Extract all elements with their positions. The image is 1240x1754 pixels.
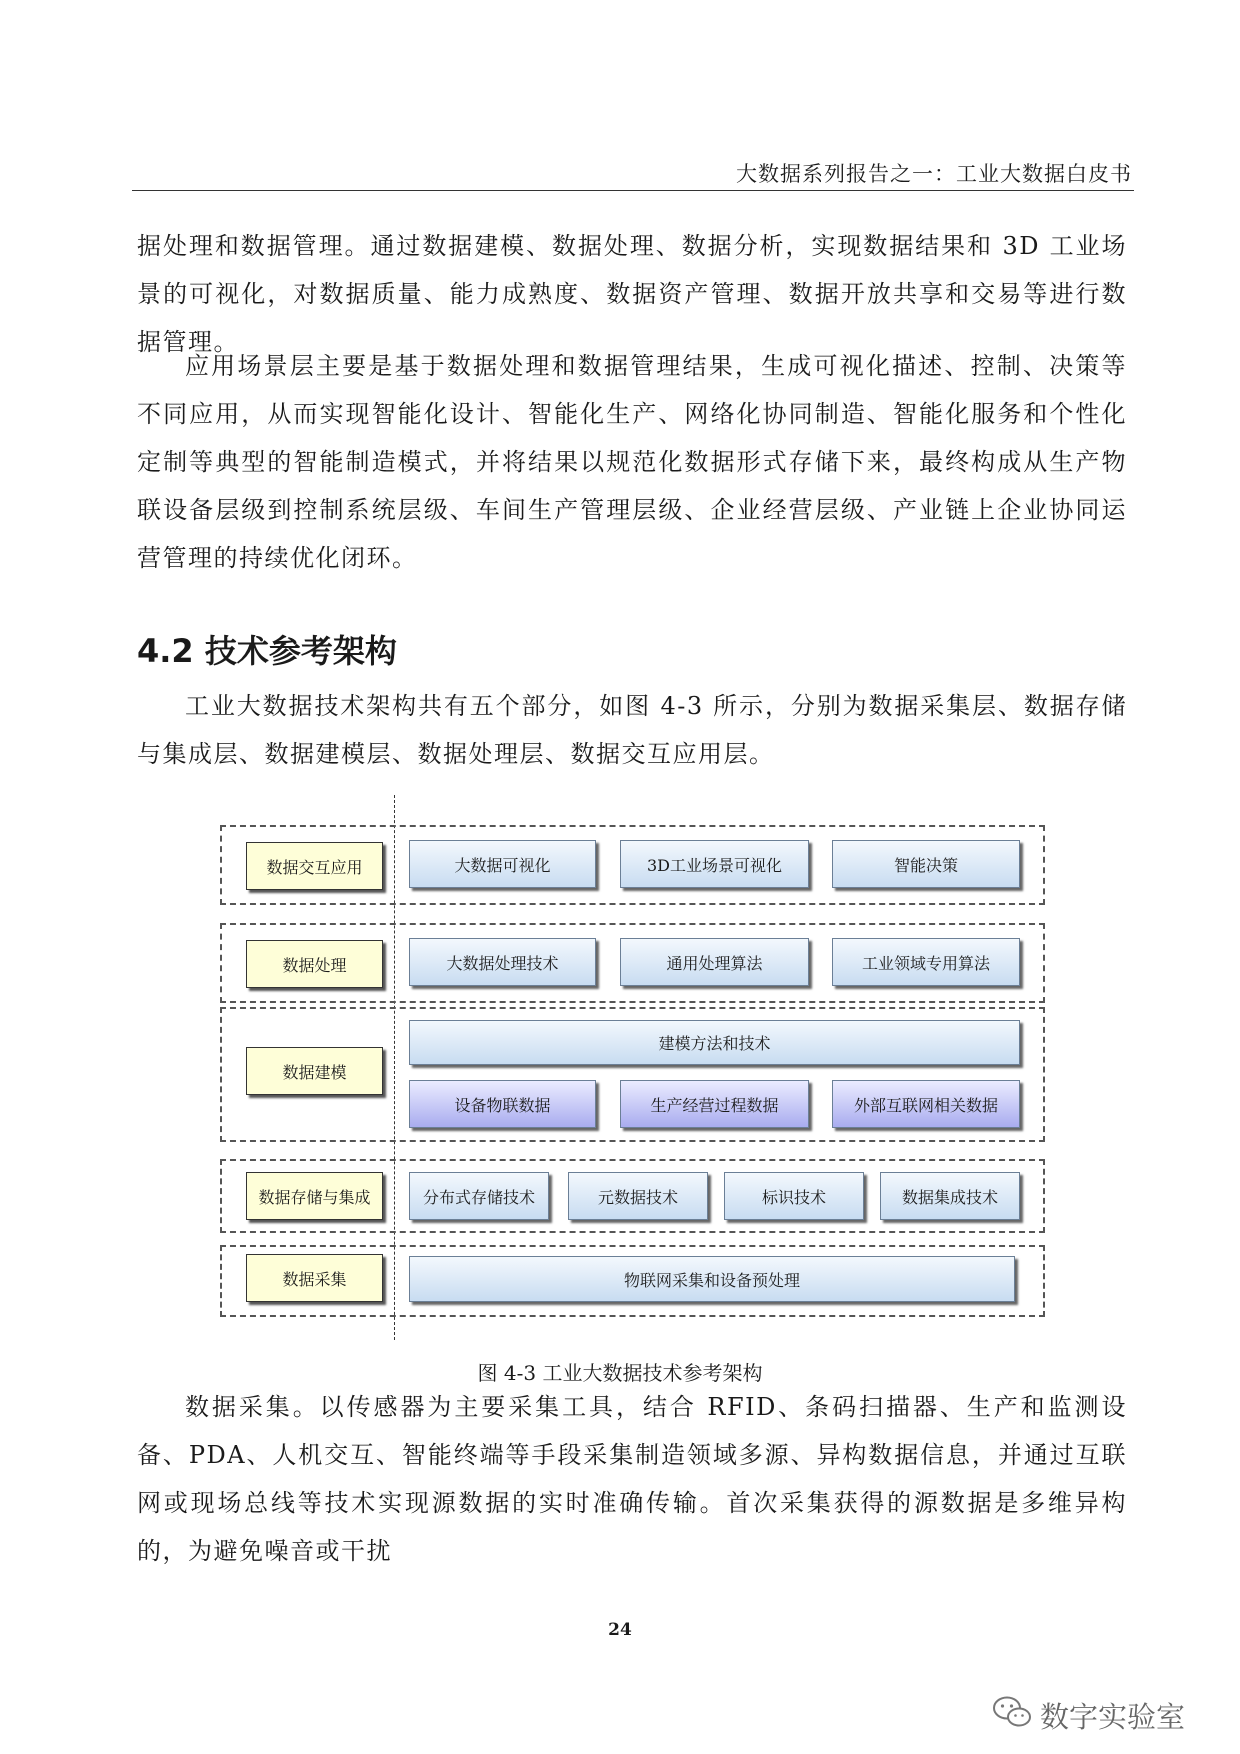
running-header: 大数据系列报告之一：工业大数据白皮书 [736,162,1132,186]
body-paragraph-1: 据处理和数据管理。通过数据建模、数据处理、数据分析，实现数据结果和 3D 工业场景的可视化，对数据质量、能力成熟度、数据资产管理、数据开放共享和交易等进行数据管理。 [137,232,1127,356]
box-general-algorithms: 通用处理算法 [620,938,809,986]
box-modeling-methods: 建模方法和技术 [409,1020,1020,1065]
box-metadata: 元数据技术 [568,1172,708,1220]
layer-label-interaction: 数据交互应用 [246,842,383,890]
layer-label-storage: 数据存储与集成 [246,1172,383,1220]
watermark [992,1695,1185,1736]
header-rule [132,190,1134,191]
watermark-text: 数字实验室 [1040,1700,1186,1734]
box-domain-algorithms: 工业领域专用算法 [832,938,1020,986]
layer-label-acquisition: 数据采集 [246,1254,383,1302]
box-iot-acquisition: 物联网采集和设备预处理 [409,1256,1015,1302]
section-heading: 4.2 技术参考架构 [137,632,397,670]
box-external-internet-data: 外部互联网相关数据 [832,1080,1020,1128]
box-big-data-visualization: 大数据可视化 [409,840,596,888]
box-identification: 标识技术 [724,1172,864,1220]
box-big-data-processing: 大数据处理技术 [409,938,596,986]
wechat-icon [992,1695,1032,1736]
layer-label-processing: 数据处理 [246,940,383,988]
box-3d-scene-visualization: 3D工业场景可视化 [620,840,809,888]
figure-caption: 图 4-3 工业大数据技术参考架构 [477,1361,763,1385]
box-device-iot-data: 设备物联数据 [409,1080,596,1128]
box-production-process-data: 生产经营过程数据 [620,1080,809,1128]
page-number: 24 [608,1620,632,1640]
intro-paragraph: 工业大数据技术架构共有五个部分，如图 4-3 所示，分别为数据采集层、数据存储与集成层、数据建模层、数据处理层、数据交互应用层。 [137,692,1127,768]
body-paragraph-2: 应用场景层主要是基于数据处理和数据管理结果，生成可视化描述、控制、决策等不同应用，从而实现智能化设计、智能化生产、网络化协同制造、智能化服务和个性化定制等典型的智能制造模式，并将结果以规范化数据形式存储下来，最终构成从生产物联设备层级到控制系统层级、车间生产管理层级、企业经营层级、产业链上企业协同运营管理的持续优化闭环。 [137,352,1127,572]
box-data-integration: 数据集成技术 [880,1172,1020,1220]
box-smart-decision: 智能决策 [832,840,1020,888]
closing-paragraph: 数据采集。以传感器为主要采集工具，结合 RFID、条码扫描器、生产和监测设备、PDA、人机交互、智能终端等手段采集制造领域多源、异构数据信息，并通过互联网或现场总线等技术实现源数据的实时准确传输。首次采集获得的源数据是多维异构的，为避免噪音或干扰 [137,1393,1127,1565]
box-distributed-storage: 分布式存储技术 [409,1172,549,1220]
layer-label-modeling: 数据建模 [246,1047,383,1095]
